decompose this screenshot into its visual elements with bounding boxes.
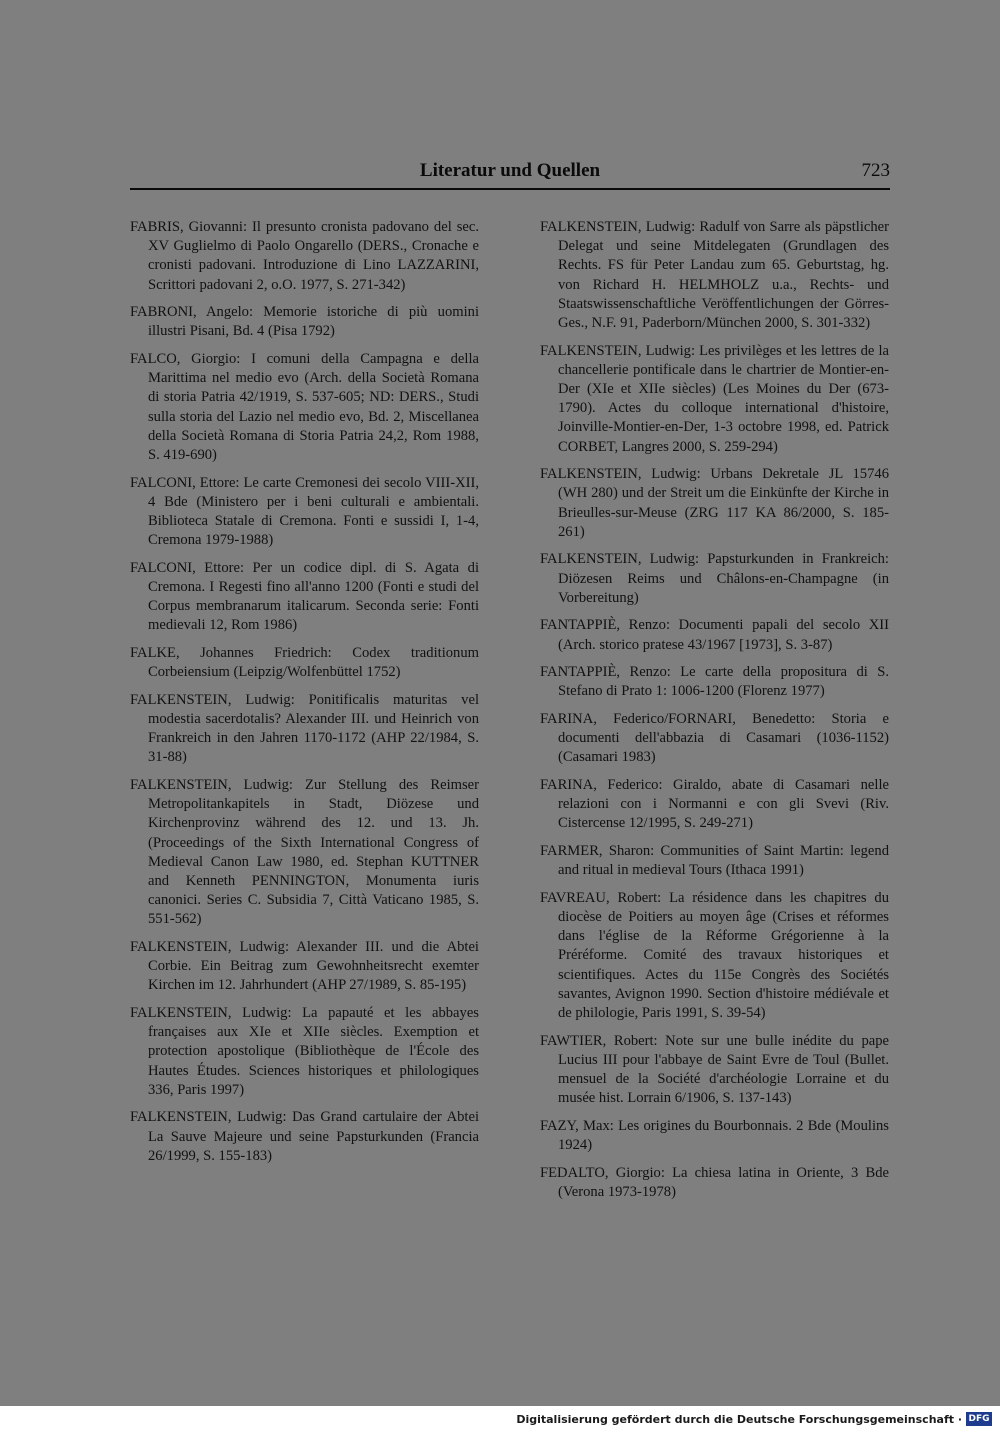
- bibliography-entry: FALKENSTEIN, Ludwig: Zur Stellung des Reimser Metropolitankapitels in Stadt, Diözese und Kirchenprovinz während des 12. und 13. Jh. (Proceedings of the Sixth International Congress of Medieval Canon Law 1980, ed. Stephan KUTTNER and Kenneth PENNINGTON, Monumenta iuris canonici. Series C. Subsidia 7, Città Vaticano 1985, S. 551-562): [130, 777, 479, 928]
- bibliography-entry: FALKENSTEIN, Ludwig: Alexander III. und die Abtei Corbie. Ein Beitrag zum Gewohnheitsrecht exemter Kirchen im 12. Jahrhundert (AHP 27/1989, S. 85-195): [130, 939, 479, 994]
- bibliography-entry: FALCONI, Ettore: Le carte Cremonesi dei secolo VIII-XII, 4 Bde (Ministero per i beni culturali e ambientali. Biblioteca Statale di Cremona. Fonti e sussidi I, 1-4, Cremona 1979-1988): [130, 474, 479, 549]
- running-header: [130, 158, 890, 186]
- bibliography-entry: FAVREAU, Robert: La résidence dans les chapitres du diocèse de Poitiers au moyen âge (Crises et réformes dans l'église de la Réforme Grégorienne à la Préréforme. Comité des travaux historiques et scientifiques. Actes du 115e Congrès des Sociétés savantes, Avignon 1990. Section d'histoire médiévale et de philologie, Paris 1991, S. 39-54): [540, 889, 889, 1022]
- bibliography-entry: FANTAPPIÈ, Renzo: Le carte della propositura di S. Stefano di Prato 1: 1006-1200 (Florenz 1977): [540, 664, 889, 700]
- bibliography-entry: FANTAPPIÈ, Renzo: Documenti papali del secolo XII (Arch. storico pratese 43/1967 [1973], S. 3-87): [540, 617, 889, 653]
- bibliography-entry: FALCONI, Ettore: Per un codice dipl. di S. Agata di Cremona. I Regesti fino all'anno 1200 (Fonti e studi del Corpus membranarum italicarum. Seconda serie: Fonti medievali 12, Rom 1986): [130, 559, 479, 634]
- footer-bar: [0, 1406, 1000, 1434]
- bibliography-column-right: [540, 218, 889, 1210]
- bibliography-entry: FALKENSTEIN, Ludwig: Papsturkunden in Frankreich: Diözesen Reims und Châlons-en-Champagne (in Vorbereitung): [540, 551, 889, 606]
- bibliography-entry: FALKE, Johannes Friedrich: Codex traditionum Corbeiensium (Leipzig/Wolfenbüttel 1752): [130, 645, 479, 681]
- bibliography-entry: FARINA, Federico: Giraldo, abate di Casamari nelle relazioni con i Normanni e con gli Svevi (Riv. Cistercense 12/1995, S. 249-271): [540, 777, 889, 832]
- header-rule: [130, 188, 890, 190]
- dfg-logo-icon: DFG: [966, 1412, 992, 1426]
- bibliography-entry: FALKENSTEIN, Ludwig: Ponitificalis maturitas vel modestia sacerdotalis? Alexander III. und Heinrich von Frankreich in den Jahren 1170-1172 (AHP 22/1984, S. 31-88): [130, 691, 479, 766]
- page-title: Literatur und Quellen: [419, 160, 601, 181]
- bibliography-entry: FALKENSTEIN, Ludwig: La papauté et les abbayes françaises aux XIe et XIIe siècles. Exemption et protection apostolique (Bibliothèque de l'École des Hautes Études. Sciences historiques et philologiques 336, Paris 1997): [130, 1005, 479, 1098]
- bibliography-entry: FALKENSTEIN, Ludwig: Urbans Dekretale JL 15746 (WH 280) und der Streit um die Einkünfte der Kirche in Brieulles-sur-Meuse (ZRG 117 KA 86/2000, S. 185-261): [540, 466, 889, 540]
- bibliography-entry: FAZY, Max: Les origines du Bourbonnais. 2 Bde (Moulins 1924): [540, 1117, 889, 1154]
- bibliography-entry: FALKENSTEIN, Ludwig: Radulf von Sarre als päpstlicher Delegat und seine Mitdelegaten (Grundlagen des Rechts. FS für Peter Landau zum 65. Geburtstag, hg. von Richard H. HELMHOLZ u.a., Rechts- und Staatswissenschaftliche Veröffentlichungen der Görres-Ges., N.F. 91, Paderborn/München 2000, S. 301-332): [540, 219, 889, 332]
- bibliography-entry: FABRONI, Angelo: Memorie istoriche di più uomini illustri Pisani, Bd. 4 (Pisa 1792): [130, 304, 479, 340]
- page-number: 723: [861, 160, 890, 181]
- bibliography-entry: FABRIS, Giovanni: Il presunto cronista padovano del sec. XV Guglielmo di Paolo Ongarello (DERS., Cronache e cronisti padovani. Introduzione di Lino LAZZARINI, Scrittori padovani 2, o.O. 1977, S. 271-342): [130, 219, 479, 293]
- bibliography-column-left: [130, 218, 479, 1174]
- bibliography-entry: FARMER, Sharon: Communities of Saint Martin: legend and ritual in medieval Tours (Ithaca 1991): [540, 843, 889, 879]
- bibliography-entry: FALCO, Giorgio: I comuni della Campagna e della Marittima nel medio evo (Arch. della Società Romana di storia Patria 42/1919, S. 537-605; ND: DERS., Studi sulla storia del Lazio nel medio evo, Bd. 2, Miscellanea della Società Romana di Storia Patria 24,2, Rom 1988, S. 419-690): [130, 351, 479, 464]
- bibliography-entry: FEDALTO, Giorgio: La chiesa latina in Oriente, 3 Bde (Verona 1973-1978): [540, 1164, 889, 1200]
- bibliography-entry: FAWTIER, Robert: Note sur une bulle inédite du pape Lucius III pour l'abbaye de Saint Evre de Toul (Bullet. mensuel de la Société d'archéologie Lorraine et du musée hist. Lorrain 6/1906, S. 137-143): [540, 1032, 889, 1107]
- bibliography-entry: FALKENSTEIN, Ludwig: Das Grand cartulaire der Abtei La Sauve Majeure und seine Papsturkunden (Francia 26/1999, S. 155-183): [130, 1109, 479, 1164]
- funding-credit: Digitalisierung gefördert durch die Deutsche Forschungsgemeinschaft ·: [516, 1413, 962, 1426]
- bibliography-entry: FARINA, Federico/FORNARI, Benedetto: Storia e documenti dell'abbazia di Casamari (1036-1152) (Casamari 1983): [540, 711, 889, 766]
- bibliography-entry: FALKENSTEIN, Ludwig: Les privilèges et les lettres de la chancellerie pontificale dans le chartrier de Montier-en-Der (XIe et XIIe siècles) (Les Moines du Der (673-1790). Actes du colloque international d'histoire, Joinville-Montier-en-Der, 1-3 octobre 1998, ed. Patrick CORBET, Langres 2000, S. 259-294): [540, 342, 889, 455]
